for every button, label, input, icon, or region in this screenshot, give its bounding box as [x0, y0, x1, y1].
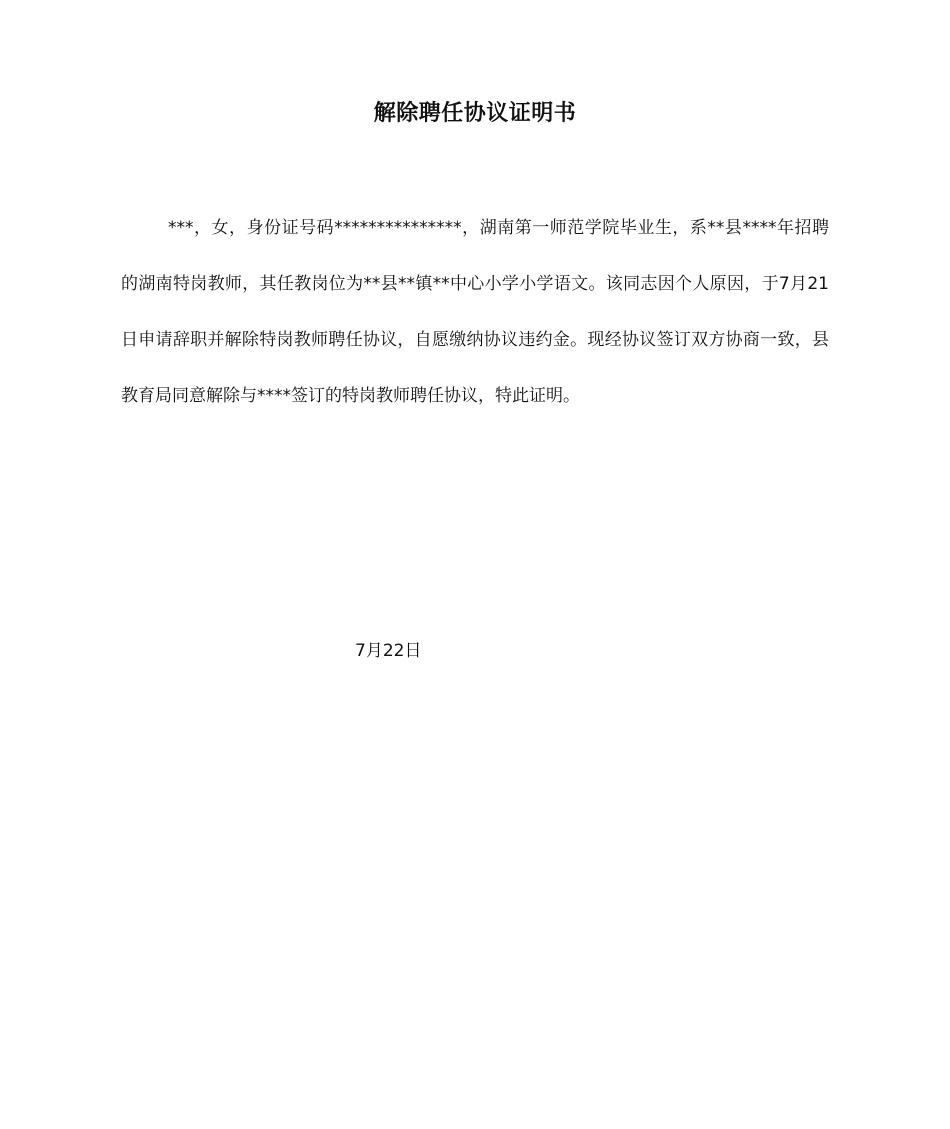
document-date: 7月22日: [355, 641, 422, 661]
document-title: 解除聘任协议证明书: [373, 101, 577, 126]
document-body-paragraph: ***，女，身份证号码***************，湖南第一师范学院毕业生，系**县****年招聘的湖南特岗教师，其任教岗位为**县**镇**中心小学小学语文。该同志因个人原因，于7月21日申请辞职并解除特岗教师聘任协议，自愿缴纳协议违约金。现经协议签订双方协商一致，县教育局同意解除与****签订的特岗教师聘任协议，特此证明。: [121, 218, 829, 406]
